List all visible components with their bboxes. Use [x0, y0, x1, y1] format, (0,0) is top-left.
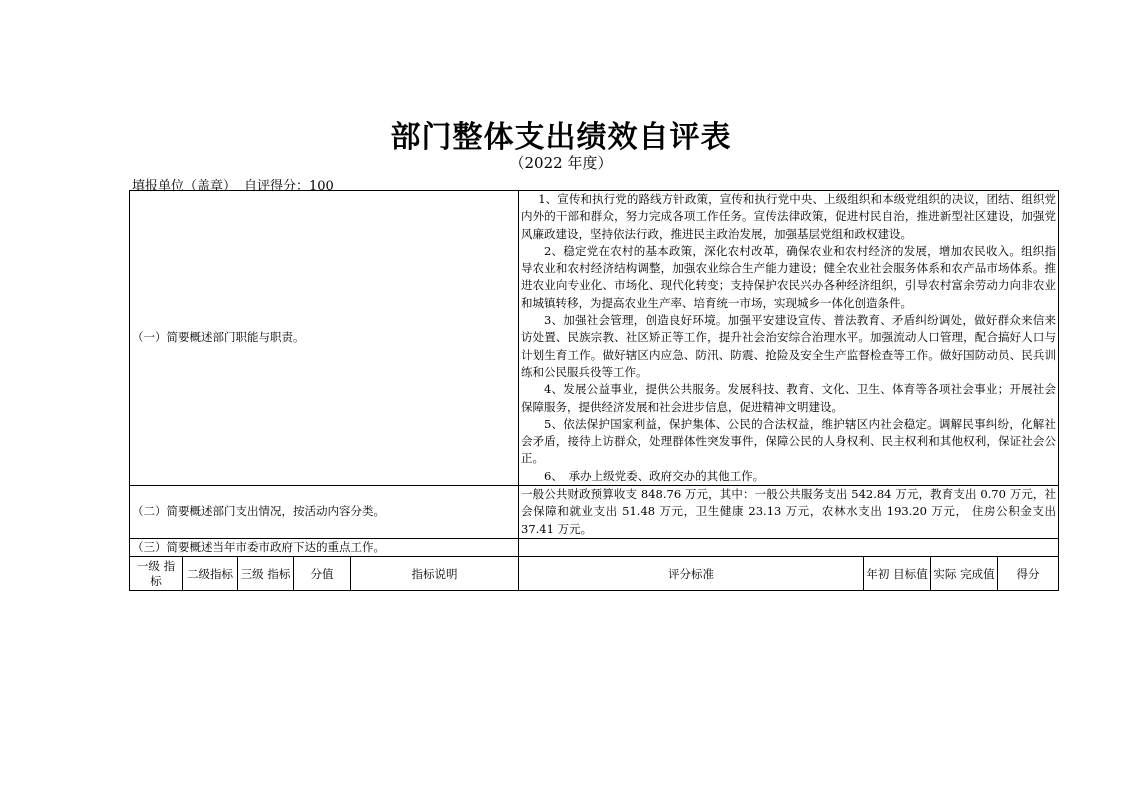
duty-paragraph-4: 4、发展公益事业，提供公共服务。发展科技、教育、文化、卫生、体育等各项社会事业；开展社会保障服务，提供经济发展和社会进步信息，促进精神文明建设。 — [521, 382, 1057, 414]
duty-paragraph-6: 6、 承办上级党委、政府交办的其他工作。 — [544, 468, 765, 483]
duties-label-cell: （一）简要概述部门职能与职责。 — [130, 191, 519, 486]
expense-row — [130, 486, 1059, 539]
expense-content-cell: 一般公共财政预算收支 848.76 万元，其中：一般公共服务支出 542.84 万元，教育支出 0.70 万元，社会保障和就业支出 51.48 万元，卫生健康 23.13 万元，农林水支出 193.20 万元， 住房公积金支出 37.41 万元。 — [519, 486, 1059, 539]
header-indicator-desc: 指标说明 — [351, 557, 519, 591]
fill-unit-label: 填报单位（盖章） — [132, 179, 237, 194]
document-year: （2022 年度） — [509, 154, 613, 172]
duties-content-cell — [519, 191, 1059, 486]
header-level3: 三级 指标 — [238, 557, 294, 591]
key-work-row — [130, 538, 1059, 556]
header-level2: 二级指标 — [183, 557, 238, 591]
header-score: 得分 — [998, 557, 1059, 591]
duty-paragraph-2: 2、稳定党在农村的基本政策，深化农村改革，确保农业和农村经济的发展，增加农民收入。组织指导农业和农村经济结构调整，加强农业综合生产能力建设；健全农业社会服务体系和农产品市场体系。推进农业向专业化、市场化、现代化转变；支持保护农民兴办各种经济组织，引导农村富余劳动力向非农业和城镇转移，为提高农业生产率、培育统一市场，实现城乡一体化创造条件。 — [521, 243, 1057, 310]
duties-row — [130, 191, 1059, 486]
key-work-label-cell: （三）简要概述当年市委市政府下达的重点工作。 — [130, 538, 519, 556]
indicator-header-row — [130, 557, 1059, 591]
duty-paragraph-3: 3、加强社会管理，创造良好环境。加强平安建设宣传、普法教育、矛盾纠纷调处，做好群众来信来访处置、民族宗教、社区矫正等工作，提升社会治安综合治理水平。加强流动人口管理，配合搞好人口与计划生育工作。做好辖区内应急、防汛、防震、抢险及安全生产监督检查等工作。做好国防动员、民兵训练和公民服兵役等工作。 — [521, 313, 1057, 379]
duty-paragraph-5: 5、依法保护国家利益，保护集体、公民的合法权益，维护辖区内社会稳定。调解民事纠纷，化解社会矛盾，接待上访群众，处理群体性突发事件，保障公民的人身权利、民主权利和其他权利，保证社会公正。 — [521, 416, 1057, 466]
expense-label-cell: （二）简要概述部门支出情况，按活动内容分类。 — [130, 486, 519, 539]
document-title: 部门整体支出绩效自评表 — [390, 120, 732, 155]
duty-paragraph-1: 1、宣传和执行党的路线方针政策，宣传和执行党中央、上级组织和本级党组织的决议，团结、组织党内外的干部和群众，努力完成各项工作任务。宣传法律政策，促进村民自治，推进新型社区建设，加强党风廉政建设，坚持依法行政，推进民主政治发展，加强基层党组和政权建设。 — [521, 192, 1057, 241]
header-criteria: 评分标准 — [519, 557, 864, 591]
header-target: 年初 目标值 — [864, 557, 931, 591]
self-score-label: 自评得分：100 — [244, 179, 334, 194]
self-evaluation-table — [129, 190, 1059, 591]
key-work-content-cell — [519, 538, 1059, 556]
header-score-value: 分值 — [294, 557, 351, 591]
header-actual: 实际 完成值 — [931, 557, 998, 591]
header-level1: 一级 指 标 — [130, 557, 183, 591]
